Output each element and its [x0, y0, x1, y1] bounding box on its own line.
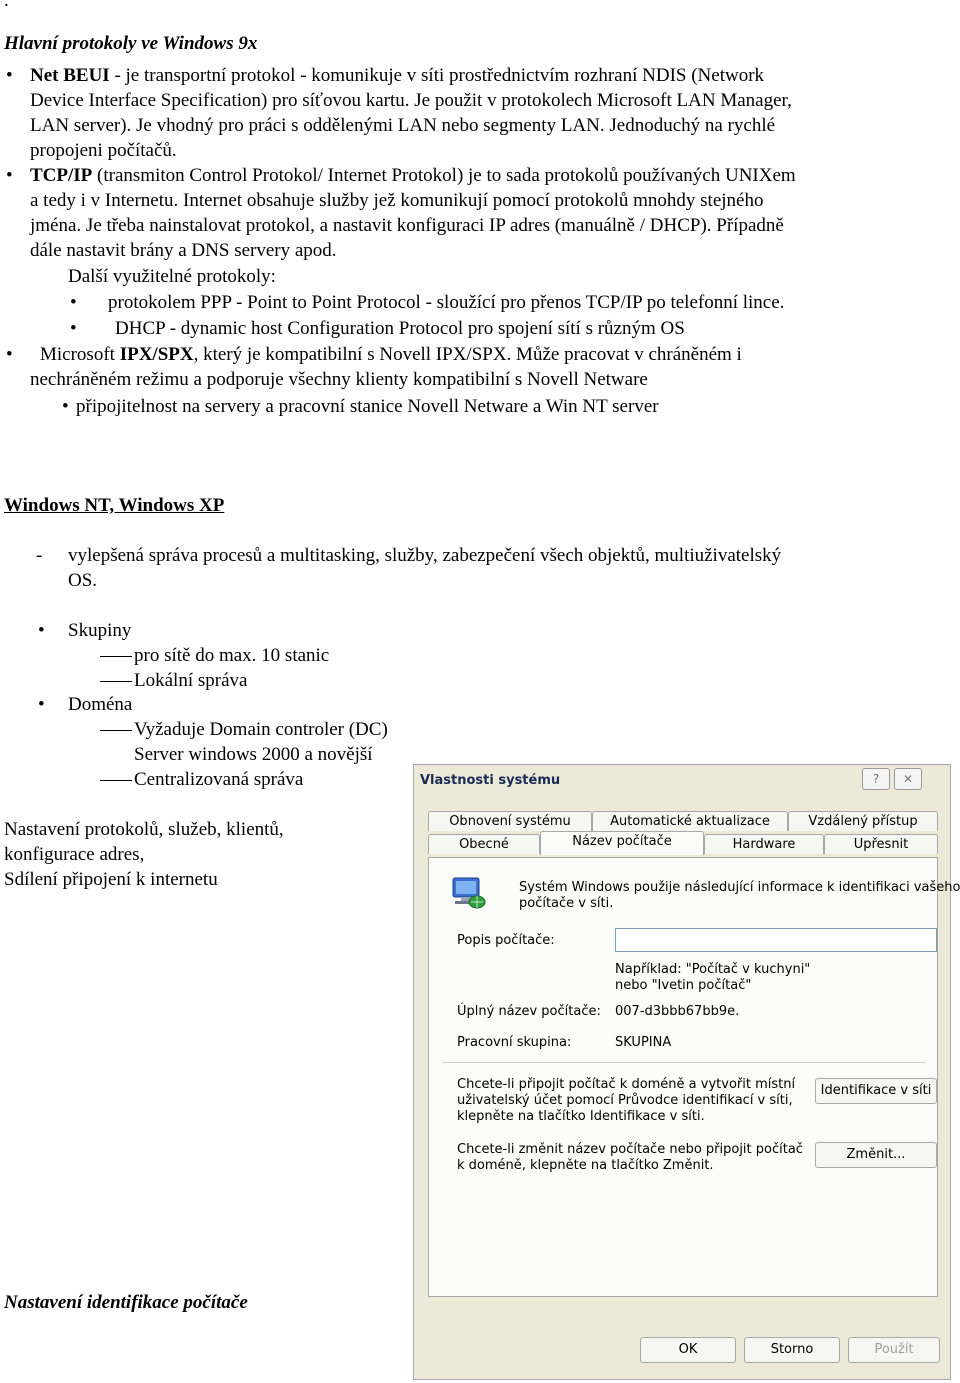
- ipx-line1-text: , který je kompatibilní s Novell IPX/SPX. Může pracovat v chráněném i: [193, 344, 742, 365]
- net-beui-line1: [30, 63, 912, 88]
- computer-description-input[interactable]: [615, 928, 937, 952]
- tab-general[interactable]: Obecné: [428, 834, 540, 854]
- dash-icon: [100, 780, 132, 781]
- full-name-value: 007-d3bbb67bb9e.: [615, 1004, 740, 1019]
- domena-sub-2: Centralizovaná správa: [134, 769, 304, 790]
- skupiny-sub-2: Lokální správa: [134, 670, 248, 691]
- bullet-icon: •: [6, 165, 13, 186]
- tcpip-line4: dále nastavit brány a DNS servery apod.: [30, 240, 337, 261]
- example-line2: nebo "Ivetin počítač": [615, 978, 752, 993]
- tcpip-line1-text: (transmiton Control Protokol/ Internet Protokol) je to sada protokolů používaných UNIXem: [92, 165, 796, 186]
- dialog-title: Vlastnosti systému: [420, 773, 561, 788]
- bullet-icon: •: [6, 65, 13, 86]
- tab-remote[interactable]: Vzdálený přístup: [788, 811, 938, 831]
- workgroup-label: Pracovní skupina:: [457, 1035, 572, 1050]
- example-line1: Například: "Počítač v kuchyni": [615, 962, 811, 977]
- note-line-2: konfigurace adres,: [4, 844, 145, 865]
- bullet-icon: •: [6, 344, 13, 365]
- tcpip-line2: a tedy i v Internetu. Internet obsahuje služby jež komunikují pomocí protokolů mnohdy stejného: [30, 190, 764, 211]
- bullet-icon: •: [38, 694, 45, 715]
- ipx-term: IPX/SPX: [119, 344, 194, 365]
- net-beui-line2: Device Interface Specification) pro síťovou kartu. Je použit v protokolech Microsoft LAN Manager,: [30, 90, 792, 111]
- tcpip-term: TCP/IP: [30, 165, 93, 186]
- tab-automatic-updates[interactable]: Automatické aktualizace: [592, 811, 788, 831]
- system-properties-dialog: [413, 764, 960, 1380]
- cancel-button[interactable]: Storno: [744, 1337, 840, 1363]
- note-line-1: Nastavení protokolů, služeb, klientů,: [4, 819, 284, 840]
- computer-network-icon: [447, 876, 487, 910]
- wizard-text-line3: klepněte na tlačítko Identifikace v síti.: [457, 1109, 705, 1124]
- top-dot: .: [4, 0, 9, 11]
- wizard-text-line1: Chcete-li připojit počítač k doméně a vytvořit místní: [457, 1077, 796, 1092]
- ok-button[interactable]: OK: [640, 1337, 736, 1363]
- tab-advanced[interactable]: Upřesnit: [824, 834, 938, 854]
- bullet-icon: •: [38, 620, 45, 641]
- computer-name-panel: [428, 857, 960, 1297]
- tab-system-restore[interactable]: Obnovení systému: [428, 811, 592, 831]
- tcpip-line1: [30, 163, 796, 188]
- dhcp-item: DHCP - dynamic host Configuration Protocol pro spojení sítí s různým OS: [115, 318, 685, 339]
- help-icon[interactable]: ?: [862, 768, 890, 790]
- nt-feature-line1: vylepšená správa procesů a multitasking, služby, zabezpečení všech objektů, multiuživatelský: [68, 545, 782, 566]
- other-protocols-label: Další využitelné protokoly:: [68, 266, 276, 287]
- full-name-label: Úplný název počítače:: [457, 1004, 601, 1019]
- figure-caption: Nastavení identifikace počítače: [4, 1292, 248, 1313]
- dash-icon: [100, 730, 132, 731]
- dash-marker: -: [36, 545, 43, 566]
- domena-item: Doména: [68, 694, 133, 715]
- net-beui-line3: LAN server). Je vhodný pro práci s oddělenými LAN nebo segmenty LAN. Jednoduchý na rychlé: [30, 115, 776, 136]
- rename-text-line1: Chcete-li změnit název počítače nebo připojit počítač: [457, 1142, 803, 1157]
- apply-button[interactable]: Použít: [848, 1337, 940, 1363]
- dash-icon: [100, 681, 132, 682]
- skupiny-sub-1: pro sítě do max. 10 stanic: [134, 645, 330, 666]
- skupiny-item: Skupiny: [68, 620, 132, 641]
- note-line-3: Sdílení připojení k internetu: [4, 869, 218, 890]
- tab-computer-name[interactable]: Název počítače: [540, 831, 704, 855]
- bullet-icon: •: [70, 318, 77, 339]
- ppp-item: protokolem PPP - Point to Point Protocol - sloužící pro přenos TCP/IP po telefonní lince.: [108, 292, 785, 313]
- separator: [443, 1062, 925, 1063]
- rename-text-line2: k doméně, klepněte na tlačítko Změnit.: [457, 1158, 714, 1173]
- section-title-windows-9x: Hlavní protokoly ve Windows 9x: [4, 33, 258, 54]
- bullet-icon: •: [70, 292, 77, 313]
- domena-sub-1: Vyžaduje Domain controler (DC): [134, 719, 388, 740]
- bullet-icon: •: [62, 396, 69, 417]
- tcpip-line3: jména. Je třeba nainstalovat protokol, a nastavit konfiguraci IP adres (manuálně / DHCP). Případně: [30, 215, 784, 236]
- info-text-line1: Systém Windows použije následující informace k identifikaci vašeho: [519, 880, 960, 895]
- dash-icon: [100, 656, 132, 657]
- change-button[interactable]: Změnit...: [815, 1142, 937, 1168]
- net-beui-term: Net BEUI: [30, 65, 110, 86]
- tab-hardware[interactable]: Hardware: [704, 834, 824, 854]
- nt-feature-line2: OS.: [68, 570, 98, 591]
- domena-sub-1-cont: Server windows 2000 a novější: [134, 744, 373, 765]
- description-label: Popis počítače:: [457, 933, 555, 948]
- workgroup-value: SKUPINA: [615, 1035, 672, 1050]
- ipx-line2: nechráněném režimu a podporuje všechny klienty kompatibilní s Novell Netware: [30, 369, 648, 390]
- net-beui-line4: propojeni počítačů.: [30, 140, 177, 161]
- ipx-line1: [40, 342, 742, 367]
- info-text-line2: počítače v síti.: [519, 896, 614, 911]
- net-beui-line1-text: - je transportní protokol - komunikuje v síti prostřednictvím rozhraní NDIS (Network: [109, 65, 765, 86]
- network-id-button[interactable]: Identifikace v síti: [815, 1078, 937, 1104]
- wizard-text-line2: uživatelský účet pomocí Průvodce identifikací v síti,: [457, 1093, 793, 1108]
- ipx-pre: Microsoft: [40, 344, 120, 365]
- section-title-windows-nt-xp: Windows NT, Windows XP: [4, 495, 225, 516]
- close-icon[interactable]: ✕: [894, 768, 922, 790]
- connectivity-item: připojitelnost na servery a pracovní stanice Novell Netware a Win NT server: [76, 396, 659, 417]
